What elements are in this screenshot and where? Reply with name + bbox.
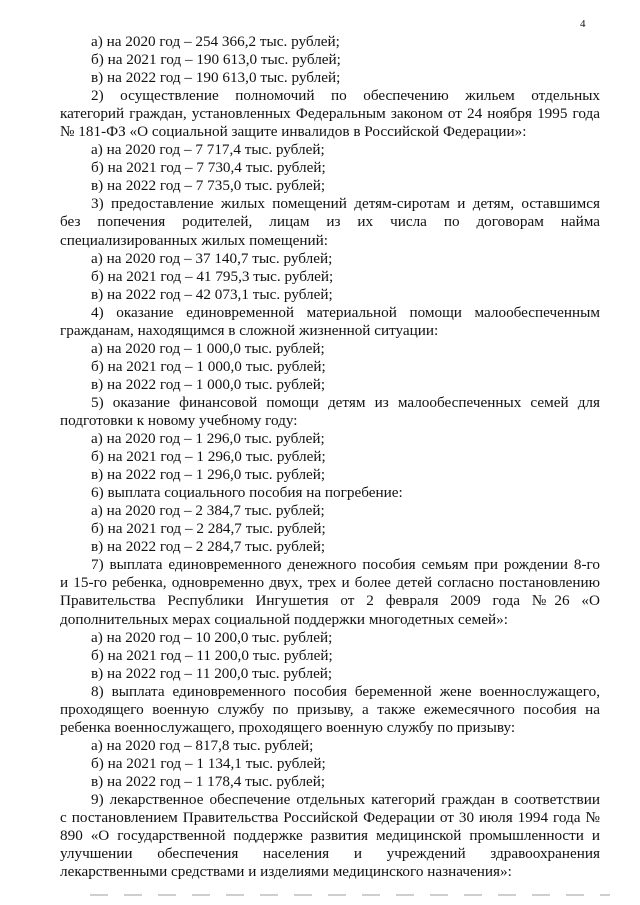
amount-line: б) на 2021 год – 1 296,0 тыс. рублей; [91,448,326,466]
paragraph-line: без попечения родителей, лицам из их числа по договорам найма [60,213,600,231]
amount-line: в) на 2022 год – 11 200,0 тыс. рублей; [91,664,333,682]
amount-line: а) на 2020 год – 817,8 тыс. рублей; [91,736,314,754]
paragraph-line: и 15-го ребенка, одновременно двух, трех и более детей согласно постановлению [60,574,600,592]
amount-line: в) на 2022 год – 1 178,4 тыс. рублей; [91,772,326,790]
amount-line: а) на 2020 год – 2 384,7 тыс. рублей; [91,502,325,520]
amount-line: в) на 2022 год – 2 284,7 тыс. рублей; [91,538,326,556]
paragraph-line: 890 «О государственной поддержке развития медицинской промышленности и [60,827,600,845]
paragraph-line: проходящего военную службу по призыву, а также ежемесячного пособия на [60,700,600,718]
amount-line: б) на 2021 год – 1 000,0 тыс. рублей; [91,357,326,375]
paragraph-line: Правительства Республики Ингушетия от 2 февраля 2009 года №26 «О [60,592,600,610]
paragraph-line: специализированных жилых помещений: [60,231,328,249]
amount-line: б) на 2021 год – 11 200,0 тыс. рублей; [91,646,333,664]
amount-line: в) на 2022 год – 42 073,1 тыс. рублей; [91,285,333,303]
amount-line: а) на 2020 год – 37 140,7 тыс. рублей; [91,249,333,267]
amount-line: а) на 2020 год – 7 717,4 тыс. рублей; [91,141,325,159]
amount-line: б) на 2021 год – 2 284,7 тыс. рублей; [91,520,326,538]
amount-line: 6) выплата социального пособия на погребение: [91,484,403,502]
paragraph-line: № 181-ФЗ «О социальной защите инвалидов в Российской Федерации»: [60,123,527,141]
page-number: 4 [580,18,586,30]
amount-line: б) на 2021 год – 190 613,0 тыс. рублей; [91,51,341,69]
amount-line: в) на 2022 год – 7 735,0 тыс. рублей; [91,177,326,195]
paragraph-line: гражданам, находящимся в сложной жизненной ситуации: [60,321,439,339]
paragraph-line: улучшении обеспечения населения и учреждений здравоохранения [60,845,600,863]
list-item-heading: 2) осуществление полномочий по обеспечению жильем отдельных [91,87,600,105]
list-item-heading: 3) предоставление жилых помещений детям-сиротам и детям, оставшимся [91,195,600,213]
amount-line: б) на 2021 год – 41 795,3 тыс. рублей; [91,267,334,285]
list-item-heading: 9) лекарственное обеспечение отдельных категорий граждан в соответствии [91,790,600,808]
paragraph-line: ребенка военнослужащего, проходящего военную службу по призыву: [60,718,516,736]
list-item-heading: 8) выплата единовременного пособия беременной жене военнослужащего, [91,682,600,700]
amount-line: а) на 2020 год – 1 296,0 тыс. рублей; [91,430,325,448]
list-item-heading: 4) оказание единовременной материальной помощи малообеспеченным [91,303,600,321]
document-body [60,33,600,881]
amount-line: а) на 2020 год – 1 000,0 тыс. рублей; [91,339,325,357]
amount-line: а) на 2020 год – 10 200,0 тыс. рублей; [91,628,333,646]
paragraph-line: подготовки к новому учебному году: [60,411,298,429]
list-item-heading: 7) выплата единовременного денежного пособия семьям при рождении 8-го [91,556,600,574]
scan-artifact-dashes [90,894,610,896]
amount-line: б) на 2021 год – 1 134,1 тыс. рублей; [91,754,326,772]
paragraph-line: лекарственными средствами и изделиями медицинского назначения»: [60,863,512,881]
paragraph-line: категорий граждан, установленных Федеральным законом от 24 ноября 1995 года [60,105,600,123]
amount-line: в) на 2022 год – 1 296,0 тыс. рублей; [91,466,326,484]
amount-line: в) на 2022 год – 190 613,0 тыс. рублей; [91,69,341,87]
paragraph-line: дополнительных мерах социальной поддержки многодетных семей»: [60,610,508,628]
amount-line: в) на 2022 год – 1 000,0 тыс. рублей; [91,375,326,393]
amount-line: б) на 2021 год – 7 730,4 тыс. рублей; [91,159,326,177]
amount-line: а) на 2020 год – 254 366,2 тыс. рублей; [91,33,340,50]
list-item-heading: 5) оказание финансовой помощи детям из малообеспеченных семей для [91,393,600,411]
paragraph-line: с постановлением Правительства Российской Федерации от 30 июля 1994 года № [60,809,600,827]
